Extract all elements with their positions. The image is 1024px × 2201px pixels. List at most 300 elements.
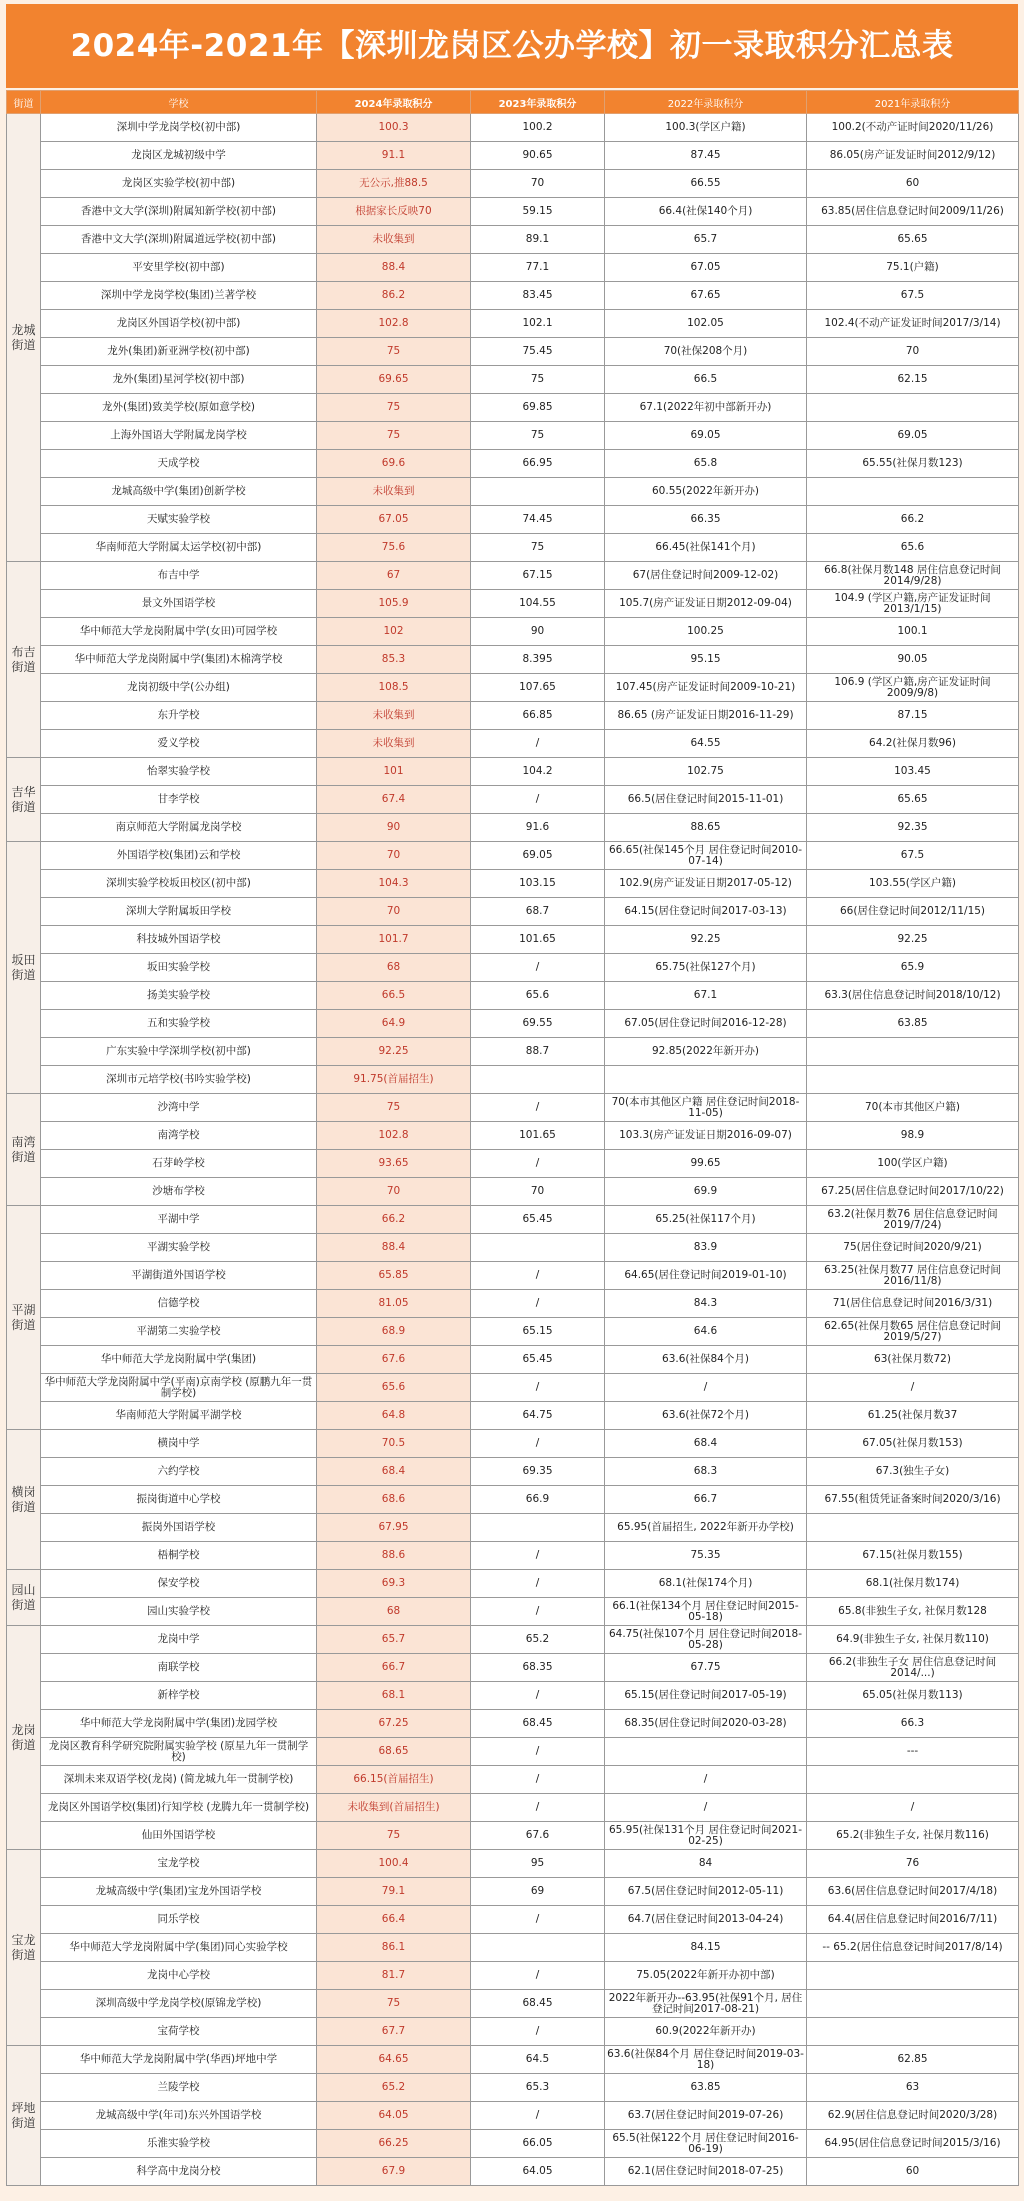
table-row [7, 1262, 1019, 1290]
score-2023-cell: 102.1 [471, 310, 605, 338]
table-row [7, 366, 1019, 394]
score-2024-cell: 75 [317, 1990, 471, 2018]
score-2022-cell: 67.1(2022年初中部新开办) [605, 394, 807, 422]
score-2021-cell: 66.2 [807, 506, 1019, 534]
header-2023: 2023年录取积分 [471, 91, 605, 114]
school-cell: 保安学校 [41, 1570, 317, 1598]
score-2023-cell: 66.85 [471, 702, 605, 730]
score-2023-cell: 103.15 [471, 870, 605, 898]
score-2024-cell: 68.6 [317, 1486, 471, 1514]
score-2023-cell: 104.2 [471, 758, 605, 786]
score-2024-cell: 66.15(首届招生) [317, 1766, 471, 1794]
district-cell: 吉华街道 [7, 758, 41, 842]
score-2021-cell: 76 [807, 1850, 1019, 1878]
school-cell: 深圳中学龙岗学校(初中部) [41, 114, 317, 142]
score-2024-cell: 65.6 [317, 1374, 471, 1402]
score-2022-cell: 67(居住登记时间2009-12-02) [605, 562, 807, 590]
score-2023-cell: 68.35 [471, 1654, 605, 1682]
score-2022-cell: 66.55 [605, 170, 807, 198]
score-2024-cell: 93.65 [317, 1150, 471, 1178]
district-cell: 坂田街道 [7, 842, 41, 1094]
score-2021-cell: 65.9 [807, 954, 1019, 982]
school-cell: 深圳市元培学校(书吟实验学校) [41, 1066, 317, 1094]
score-2023-cell: 65.15 [471, 1318, 605, 1346]
score-2021-cell: 63.25(社保月数77 居住信息登记时间2016/11/8) [807, 1262, 1019, 1290]
score-2024-cell: 未收集到(首届招生) [317, 1794, 471, 1822]
score-2021-cell: 65.6 [807, 534, 1019, 562]
score-2022-cell: 67.75 [605, 1654, 807, 1682]
table-row [7, 1402, 1019, 1430]
table-row [7, 702, 1019, 730]
school-cell: 龙岗中学 [41, 1626, 317, 1654]
score-2022-cell: 102.05 [605, 310, 807, 338]
table-row [7, 1934, 1019, 1962]
score-2024-cell: 67 [317, 562, 471, 590]
score-2023-cell: / [471, 1794, 605, 1822]
table-row [7, 1626, 1019, 1654]
table-row [7, 450, 1019, 478]
score-2022-cell: / [605, 1374, 807, 1402]
score-2021-cell: 63.3(居住信息登记时间2018/10/12) [807, 982, 1019, 1010]
score-2024-cell: 88.4 [317, 1234, 471, 1262]
table-row [7, 2158, 1019, 2186]
score-2022-cell: 66.5(居住登记时间2015-11-01) [605, 786, 807, 814]
score-2021-cell: 67.5 [807, 282, 1019, 310]
header-2022: 2022年录取积分 [605, 91, 807, 114]
score-2021-cell: 65.2(非独生子女, 社保月数116) [807, 1822, 1019, 1850]
table-row [7, 646, 1019, 674]
score-2023-cell [471, 1934, 605, 1962]
score-2022-cell: 63.85 [605, 2074, 807, 2102]
school-cell: 坂田实验学校 [41, 954, 317, 982]
score-2023-cell [471, 1234, 605, 1262]
school-cell: 怡翠实验学校 [41, 758, 317, 786]
table-row [7, 1598, 1019, 1626]
school-cell: 宝龙学校 [41, 1850, 317, 1878]
score-2023-cell: / [471, 1094, 605, 1122]
score-2023-cell: 88.7 [471, 1038, 605, 1066]
school-cell: 振岗外国语学校 [41, 1514, 317, 1542]
score-2022-cell: 64.65(居住登记时间2019-01-10) [605, 1262, 807, 1290]
table-row [7, 254, 1019, 282]
header-district: 街道 [7, 91, 41, 114]
score-2022-cell: 66.4(社保140个月) [605, 198, 807, 226]
school-cell: 华南师范大学附属平湖学校 [41, 1402, 317, 1430]
score-2021-cell: 63.6(居住信息登记时间2017/4/18) [807, 1878, 1019, 1906]
table-row [7, 1430, 1019, 1458]
score-2022-cell: 65.5(社保122个月 居住登记时间2016-06-19) [605, 2130, 807, 2158]
score-2022-cell: 65.7 [605, 226, 807, 254]
score-2024-cell: 67.9 [317, 2158, 471, 2186]
score-2022-cell: 99.65 [605, 1150, 807, 1178]
score-2021-cell: 67.3(独生子女) [807, 1458, 1019, 1486]
score-2023-cell: 101.65 [471, 926, 605, 954]
score-2022-cell: 64.75(社保107个月 居住登记时间2018-05-28) [605, 1626, 807, 1654]
table-row [7, 1150, 1019, 1178]
score-2022-cell: 86.65 (房产证发证日期2016-11-29) [605, 702, 807, 730]
score-2022-cell: 65.15(居住登记时间2017-05-19) [605, 1682, 807, 1710]
score-2022-cell: 88.65 [605, 814, 807, 842]
score-2021-cell: 92.25 [807, 926, 1019, 954]
score-2022-cell: 66.45(社保141个月) [605, 534, 807, 562]
table-row [7, 1738, 1019, 1766]
score-2024-cell: 102 [317, 618, 471, 646]
table-row [7, 1010, 1019, 1038]
table-row [7, 1654, 1019, 1682]
score-2021-cell: 102.4(不动产证发证时间2017/3/14) [807, 310, 1019, 338]
school-cell: 扬美实验学校 [41, 982, 317, 1010]
score-2022-cell: 84.3 [605, 1290, 807, 1318]
table-row [7, 1290, 1019, 1318]
table-row [7, 534, 1019, 562]
table-row [7, 730, 1019, 758]
score-2023-cell: 70 [471, 1178, 605, 1206]
score-2024-cell: 70 [317, 898, 471, 926]
school-cell: 龙岗初级中学(公办组) [41, 674, 317, 702]
score-2024-cell: 91.1 [317, 142, 471, 170]
score-2022-cell: 65.75(社保127个月) [605, 954, 807, 982]
score-2021-cell: 65.65 [807, 226, 1019, 254]
score-2023-cell: 101.65 [471, 1122, 605, 1150]
score-2024-cell: 67.7 [317, 2018, 471, 2046]
score-2023-cell: / [471, 1682, 605, 1710]
school-cell: 深圳中学龙岗学校(集团)兰著学校 [41, 282, 317, 310]
score-2024-cell: 69.3 [317, 1570, 471, 1598]
score-2024-cell: 86.1 [317, 1934, 471, 1962]
school-cell: 南湾学校 [41, 1122, 317, 1150]
score-2024-cell: 64.65 [317, 2046, 471, 2074]
score-2022-cell: 64.15(居住登记时间2017-03-13) [605, 898, 807, 926]
score-2024-cell: 75.6 [317, 534, 471, 562]
school-cell: 兰陵学校 [41, 2074, 317, 2102]
score-2021-cell: 71(居住信息登记时间2016/3/31) [807, 1290, 1019, 1318]
school-cell: 六约学校 [41, 1458, 317, 1486]
score-2022-cell: / [605, 1794, 807, 1822]
score-2021-cell: 98.9 [807, 1122, 1019, 1150]
district-cell: 横岗街道 [7, 1430, 41, 1570]
score-2023-cell: / [471, 1738, 605, 1766]
score-2021-cell: 103.55(学区户籍) [807, 870, 1019, 898]
score-2021-cell: 67.25(居住信息登记时间2017/10/22) [807, 1178, 1019, 1206]
score-2022-cell: 92.25 [605, 926, 807, 954]
score-2023-cell: 64.05 [471, 2158, 605, 2186]
table-row [7, 478, 1019, 506]
score-2022-cell: 102.9(房产证发证日期2017-05-12) [605, 870, 807, 898]
score-2021-cell [807, 2018, 1019, 2046]
score-2021-cell: 100.1 [807, 618, 1019, 646]
score-2023-cell: 66.9 [471, 1486, 605, 1514]
table-row [7, 618, 1019, 646]
score-2023-cell: 74.45 [471, 506, 605, 534]
score-2023-cell: 75.45 [471, 338, 605, 366]
score-2022-cell: 70(本市其他区户籍 居住登记时间2018-11-05) [605, 1094, 807, 1122]
score-2024-cell: 70.5 [317, 1430, 471, 1458]
score-2023-cell: 67.6 [471, 1822, 605, 1850]
score-2022-cell: 67.05 [605, 254, 807, 282]
score-2022-cell: / [605, 1766, 807, 1794]
score-2022-cell: 63.6(社保84个月) [605, 1346, 807, 1374]
school-cell: 平湖中学 [41, 1206, 317, 1234]
score-2021-cell: / [807, 1794, 1019, 1822]
score-2024-cell: 75 [317, 422, 471, 450]
score-2024-cell: 未收集到 [317, 226, 471, 254]
score-2021-cell [807, 1514, 1019, 1542]
score-2023-cell: 69.05 [471, 842, 605, 870]
score-2024-cell: 79.1 [317, 1878, 471, 1906]
score-2023-cell: 8.395 [471, 646, 605, 674]
school-cell: 香港中文大学(深圳)附属知新学校(初中部) [41, 198, 317, 226]
score-2022-cell: 66.65(社保145个月 居住登记时间2010-07-14) [605, 842, 807, 870]
table-row [7, 898, 1019, 926]
score-2021-cell: 63.85 [807, 1010, 1019, 1038]
score-2022-cell: 69.9 [605, 1178, 807, 1206]
table-row [7, 1822, 1019, 1850]
table-row [7, 1514, 1019, 1542]
score-2022-cell: 68.1(社保174个月) [605, 1570, 807, 1598]
score-2024-cell: 无公示,推88.5 [317, 170, 471, 198]
score-2024-cell: 67.25 [317, 1710, 471, 1738]
score-2021-cell: 65.05(社保月数113) [807, 1682, 1019, 1710]
score-2024-cell: 75 [317, 338, 471, 366]
school-cell: 科技城外国语学校 [41, 926, 317, 954]
score-2024-cell: 66.5 [317, 982, 471, 1010]
table-row [7, 1682, 1019, 1710]
table-row [7, 1038, 1019, 1066]
table-row [7, 394, 1019, 422]
score-2021-cell: 103.45 [807, 758, 1019, 786]
score-2021-cell: 68.1(社保月数174) [807, 1570, 1019, 1598]
score-2022-cell: 66.7 [605, 1486, 807, 1514]
district-cell: 龙岗街道 [7, 1626, 41, 1850]
score-2022-cell: 67.5(居住登记时间2012-05-11) [605, 1878, 807, 1906]
score-2023-cell: 59.15 [471, 198, 605, 226]
score-2023-cell [471, 1066, 605, 1094]
score-2021-cell: 69.05 [807, 422, 1019, 450]
school-cell: 深圳未来双语学校(龙岗) (简龙城九年一贯制学校) [41, 1766, 317, 1794]
score-2023-cell: / [471, 1962, 605, 1990]
score-2023-cell: 64.75 [471, 1402, 605, 1430]
score-2022-cell: 66.35 [605, 506, 807, 534]
school-cell: 平湖实验学校 [41, 1234, 317, 1262]
score-2021-cell: 64.4(居住信息登记时间2016/7/11) [807, 1906, 1019, 1934]
score-2021-cell: 67.5 [807, 842, 1019, 870]
score-2022-cell: 75.05(2022年新开办初中部) [605, 1962, 807, 1990]
school-cell: 龙城高级中学(集团)创新学校 [41, 478, 317, 506]
score-2021-cell: 90.05 [807, 646, 1019, 674]
score-2023-cell: 104.55 [471, 590, 605, 618]
score-2021-cell: 63.85(居住信息登记时间2009/11/26) [807, 198, 1019, 226]
school-cell: 广东实验中学深圳学校(初中部) [41, 1038, 317, 1066]
school-cell: 甘李学校 [41, 786, 317, 814]
table-row [7, 1066, 1019, 1094]
score-2024-cell: 69.6 [317, 450, 471, 478]
table-row [7, 926, 1019, 954]
score-2021-cell: --- [807, 1738, 1019, 1766]
score-2023-cell: / [471, 1290, 605, 1318]
score-2023-cell: 100.2 [471, 114, 605, 142]
score-2023-cell: 77.1 [471, 254, 605, 282]
score-2021-cell: 60 [807, 2158, 1019, 2186]
score-2023-cell: / [471, 730, 605, 758]
table-row [7, 1094, 1019, 1122]
score-2021-cell: 67.05(社保月数153) [807, 1430, 1019, 1458]
table-row [7, 2102, 1019, 2130]
score-2023-cell [471, 1514, 605, 1542]
school-cell: 龙外(集团)星河学校(初中部) [41, 366, 317, 394]
school-cell: 同乐学校 [41, 1906, 317, 1934]
school-cell: 深圳实验学校坂田校区(初中部) [41, 870, 317, 898]
school-cell: 龙城高级中学(年司)东兴外国语学校 [41, 2102, 317, 2130]
score-2021-cell: 63 [807, 2074, 1019, 2102]
school-cell: 香港中文大学(深圳)附属道远学校(初中部) [41, 226, 317, 254]
table-row [7, 1710, 1019, 1738]
score-2022-cell: 62.1(居住登记时间2018-07-25) [605, 2158, 807, 2186]
school-cell: 南京师范大学附属龙岗学校 [41, 814, 317, 842]
school-cell: 园山实验学校 [41, 1598, 317, 1626]
school-cell: 龙岗区外国语学校(初中部) [41, 310, 317, 338]
score-2022-cell: 87.45 [605, 142, 807, 170]
page-title: 2024年-2021年【深圳龙岗区公办学校】初一录取积分汇总表 [6, 4, 1018, 88]
score-2022-cell: 65.8 [605, 450, 807, 478]
score-2023-cell: / [471, 1430, 605, 1458]
score-2022-cell: 105.7(房产证发证日期2012-09-04) [605, 590, 807, 618]
score-2024-cell: 75 [317, 1094, 471, 1122]
score-2023-cell: / [471, 1150, 605, 1178]
score-2022-cell: 75.35 [605, 1542, 807, 1570]
score-2022-cell: 68.35(居住登记时间2020-03-28) [605, 1710, 807, 1738]
school-cell: 华中师范大学龙岗附属中学(集团) [41, 1346, 317, 1374]
score-2022-cell: 107.45(房产证发证时间2009-10-21) [605, 674, 807, 702]
school-cell: 南联学校 [41, 1654, 317, 1682]
score-2024-cell: 92.25 [317, 1038, 471, 1066]
table-row [7, 1570, 1019, 1598]
school-cell: 上海外国语大学附属龙岗学校 [41, 422, 317, 450]
table-row [7, 1850, 1019, 1878]
score-2024-cell: 105.9 [317, 590, 471, 618]
table-row [7, 1206, 1019, 1234]
score-2024-cell: 未收集到 [317, 478, 471, 506]
score-2024-cell: 85.3 [317, 646, 471, 674]
table-row [7, 1122, 1019, 1150]
score-2023-cell: 65.45 [471, 1346, 605, 1374]
score-2021-cell [807, 1766, 1019, 1794]
score-2023-cell: / [471, 2102, 605, 2130]
score-2024-cell: 70 [317, 1178, 471, 1206]
table-row [7, 2130, 1019, 2158]
score-2021-cell: 75.1(户籍) [807, 254, 1019, 282]
score-2021-cell: 63(社保月数72) [807, 1346, 1019, 1374]
table-row [7, 1458, 1019, 1486]
score-2023-cell: 69.55 [471, 1010, 605, 1038]
score-2024-cell: 未收集到 [317, 730, 471, 758]
table-row [7, 1178, 1019, 1206]
score-2023-cell: 95 [471, 1850, 605, 1878]
score-2022-cell: 60.9(2022年新开办) [605, 2018, 807, 2046]
score-2023-cell: / [471, 1766, 605, 1794]
score-2023-cell: 68.45 [471, 1990, 605, 2018]
district-cell: 龙城街道 [7, 114, 41, 562]
score-2022-cell: 65.95(社保131个月 居住登记时间2021-02-25) [605, 1822, 807, 1850]
table-row [7, 282, 1019, 310]
school-cell: 乐淮实验学校 [41, 2130, 317, 2158]
table-row [7, 198, 1019, 226]
score-2022-cell: 67.65 [605, 282, 807, 310]
score-2022-cell: 2022年新开办--63.95(社保91个月, 居住登记时间2017-08-21) [605, 1990, 807, 2018]
table-row [7, 842, 1019, 870]
school-cell: 深圳大学附属坂田学校 [41, 898, 317, 926]
score-2023-cell: 70 [471, 170, 605, 198]
score-2023-cell: 90.65 [471, 142, 605, 170]
score-2024-cell: 101 [317, 758, 471, 786]
score-2023-cell: 89.1 [471, 226, 605, 254]
score-2021-cell: 62.9(居住信息登记时间2020/3/28) [807, 2102, 1019, 2130]
table-row [7, 506, 1019, 534]
score-2023-cell [471, 478, 605, 506]
school-cell: 华中师范大学龙岗附属中学(华西)坪地中学 [41, 2046, 317, 2074]
school-cell: 龙岗区龙城初级中学 [41, 142, 317, 170]
table-header-row [7, 91, 1019, 114]
score-2021-cell: 61.25(社保月数37 [807, 1402, 1019, 1430]
table-row [7, 954, 1019, 982]
table-row [7, 114, 1019, 142]
score-2023-cell: 64.5 [471, 2046, 605, 2074]
score-2022-cell: 68.4 [605, 1430, 807, 1458]
score-2024-cell: 67.05 [317, 506, 471, 534]
score-2023-cell: / [471, 954, 605, 982]
score-2022-cell: 84.15 [605, 1934, 807, 1962]
score-2024-cell: 90 [317, 814, 471, 842]
score-2021-cell: -- 65.2(居住信息登记时间2017/8/14) [807, 1934, 1019, 1962]
score-2021-cell: 64.9(非独生子女, 社保月数110) [807, 1626, 1019, 1654]
school-cell: 龙外(集团)新亚洲学校(初中部) [41, 338, 317, 366]
score-2022-cell: 100.3(学区户籍) [605, 114, 807, 142]
school-cell: 科学高中龙岗分校 [41, 2158, 317, 2186]
table-row [7, 310, 1019, 338]
table-row [7, 1542, 1019, 1570]
table-row [7, 422, 1019, 450]
school-cell: 信德学校 [41, 1290, 317, 1318]
school-cell: 横岗中学 [41, 1430, 317, 1458]
score-2021-cell [807, 1962, 1019, 1990]
score-2021-cell: 64.2(社保月数96) [807, 730, 1019, 758]
score-2024-cell: 67.4 [317, 786, 471, 814]
score-2022-cell: 70(社保208个月) [605, 338, 807, 366]
score-2023-cell: 67.15 [471, 562, 605, 590]
score-2023-cell: 83.45 [471, 282, 605, 310]
district-cell: 宝龙街道 [7, 1850, 41, 2046]
score-2022-cell: 68.3 [605, 1458, 807, 1486]
score-2024-cell: 65.2 [317, 2074, 471, 2102]
score-2024-cell: 66.25 [317, 2130, 471, 2158]
score-2024-cell: 102.8 [317, 1122, 471, 1150]
school-cell: 沙塘布学校 [41, 1178, 317, 1206]
school-cell: 平湖街道外国语学校 [41, 1262, 317, 1290]
table-row [7, 758, 1019, 786]
score-2021-cell: 70(本市其他区户籍) [807, 1094, 1019, 1122]
score-2022-cell: 92.85(2022年新开办) [605, 1038, 807, 1066]
table-row [7, 674, 1019, 702]
score-2021-cell: 62.85 [807, 2046, 1019, 2074]
school-cell: 五和实验学校 [41, 1010, 317, 1038]
score-2023-cell: 69 [471, 1878, 605, 1906]
school-cell: 龙岗区外国语学校(集团)行知学校 (龙腾九年一贯制学校) [41, 1794, 317, 1822]
score-2022-cell: 103.3(房产证发证日期2016-09-07) [605, 1122, 807, 1150]
score-2024-cell: 104.3 [317, 870, 471, 898]
score-2024-cell: 66.4 [317, 1906, 471, 1934]
score-2021-cell: 86.05(房产证发证时间2012/9/12) [807, 142, 1019, 170]
school-cell: 新梓学校 [41, 1682, 317, 1710]
score-table [6, 90, 1019, 2186]
